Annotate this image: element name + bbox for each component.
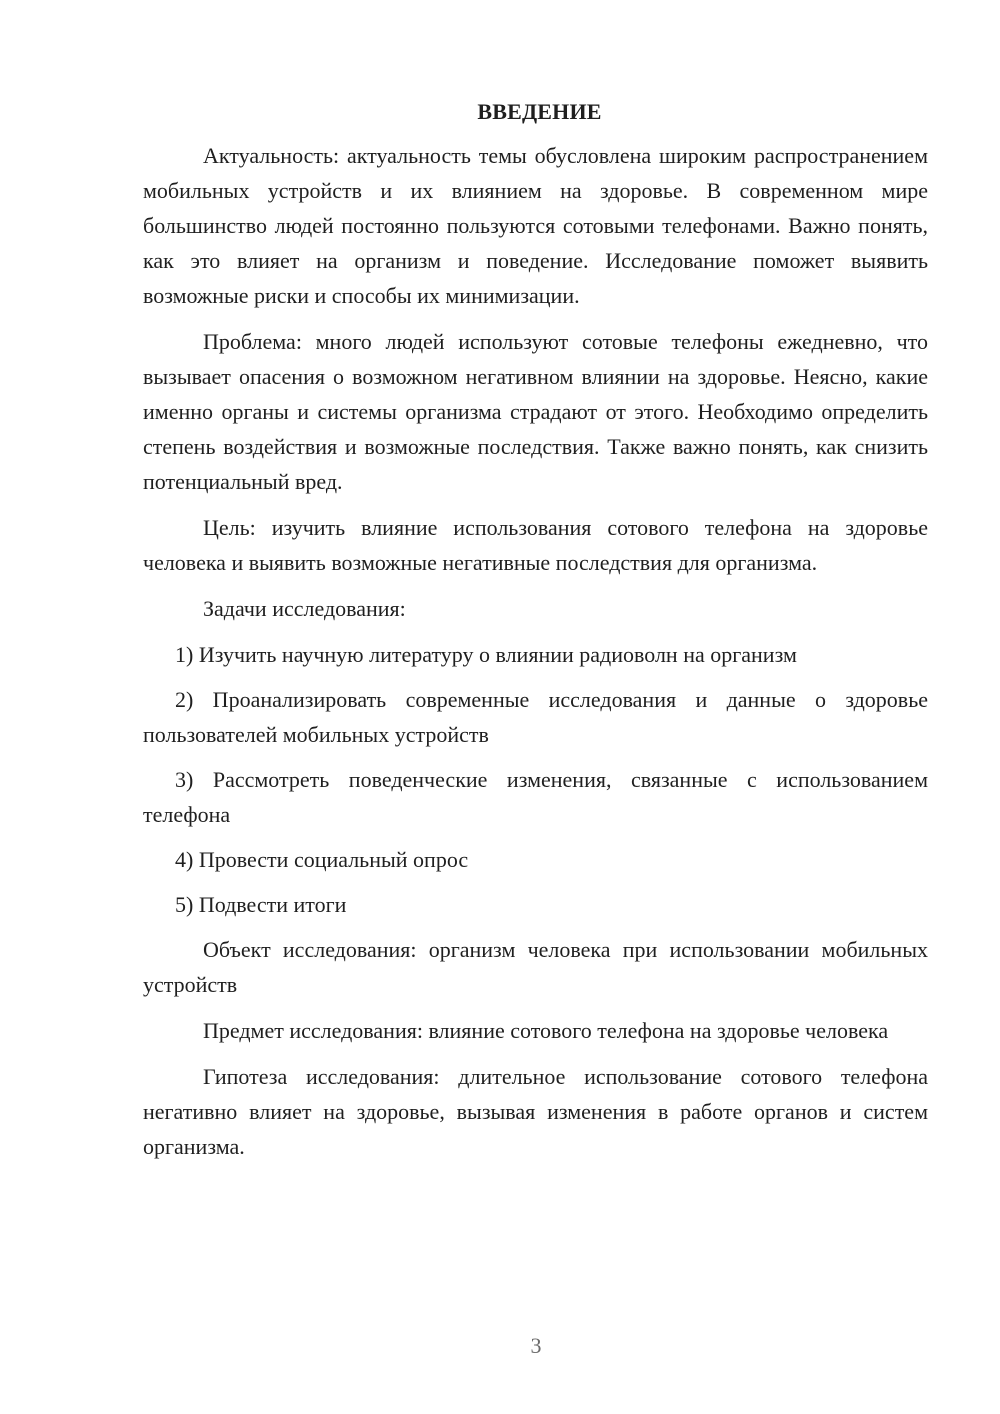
section-title: ВВЕДЕНИЕ: [477, 99, 602, 124]
document-body: [143, 96, 928, 1164]
relevance-paragraph: Актуальность: актуальность темы обусловлена широким распространением мобильных устройств и их влиянием на здоровье. В современном мире большинство людей постоянно пользуются сотовыми телефонами. Важно понять, как это влияет на организм и поведение. Исследование поможет выявить возможные риски и способы их минимизации.: [143, 143, 928, 308]
task-item-4: 4) Провести социальный опрос: [175, 847, 469, 872]
object-paragraph: Объект исследования: организм человека при использовании мобильных устройств: [143, 937, 928, 997]
tasks-heading: Задачи исследования:: [203, 596, 406, 621]
task-item-5: 5) Подвести итоги: [175, 892, 347, 917]
task-item-1: 1) Изучить научную литературу о влиянии радиоволн на организм: [175, 642, 797, 667]
hypothesis-paragraph: Гипотеза исследования: длительное использование сотового телефона негативно влияет на здоровье, вызывая изменения в работе органов и систем организма.: [143, 1064, 928, 1159]
problem-paragraph: Проблема: много людей используют сотовые телефоны ежедневно, что вызывает опасения о возможном негативном влиянии на здоровье. Неясно, какие именно органы и системы организма страдают от этого. Необходимо определить степень воздействия и возможные последствия. Также важно понять, как снизить потенциальный вред.: [143, 329, 928, 494]
task-item-2: 2) Проанализировать современные исследования и данные о здоровье пользователей мобильных устройств: [143, 687, 928, 747]
page-number: 3: [530, 1333, 542, 1358]
goal-paragraph: Цель: изучить влияние использования сотового телефона на здоровье человека и выявить возможные негативные последствия для организма.: [143, 515, 928, 575]
subject-paragraph: Предмет исследования: влияние сотового телефона на здоровье человека: [203, 1018, 889, 1043]
task-item-3: 3) Рассмотреть поведенческие изменения, связанные с использованием телефона: [143, 767, 928, 827]
